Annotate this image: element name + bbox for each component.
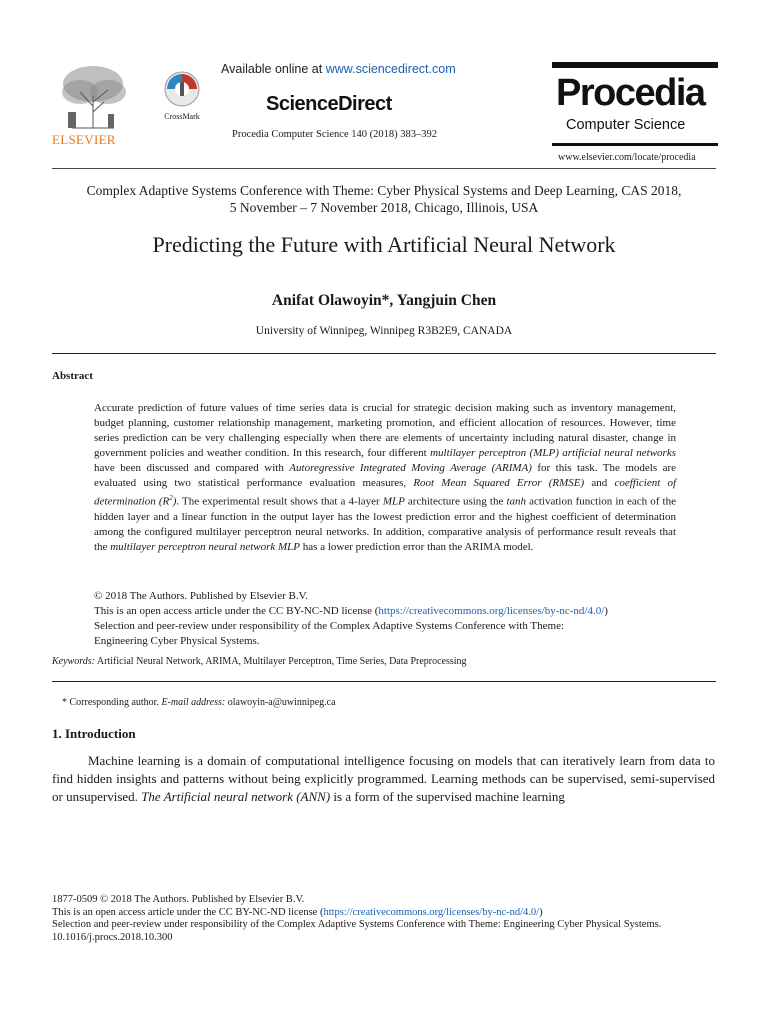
license-link[interactable]: https://creativecommons.org/licenses/by-nc-nd/4.0/ bbox=[378, 605, 605, 617]
available-online-line bbox=[221, 62, 491, 76]
copyright-block bbox=[94, 589, 694, 649]
sciencedirect-logo-text: ScienceDirect bbox=[266, 93, 392, 115]
corresponding-author-note: * Corresponding author. E-mail address: olawoyin-a@uwinnipeg.ca bbox=[62, 697, 336, 708]
copyright-line-4: Engineering Cyber Physical Systems. bbox=[94, 635, 260, 647]
abstract-heading: Abstract bbox=[52, 370, 93, 382]
procedia-title: Procedia bbox=[556, 72, 705, 114]
crossmark-label: CrossMark bbox=[164, 112, 200, 121]
keywords-text: Artificial Neural Network, ARIMA, Multilayer Perceptron, Time Series, Data Preprocessing bbox=[94, 656, 467, 667]
conference-line-1: Complex Adaptive Systems Conference with Theme: Cyber Physical Systems and Deep Learning, CAS 2018, bbox=[86, 183, 682, 198]
introduction-paragraph: Machine learning is a domain of computational intelligence focusing on models that can iteratively learn from data to find hidden insights and patterns without being explicitly programmed. Learning methods can be supervised, semi-supervised or unsupervised. The Artificial neural network (ANN) is a form of the supervised machine learning bbox=[52, 753, 715, 804]
footer-doi[interactable]: 10.1016/j.procs.2018.10.300 bbox=[52, 931, 173, 943]
sciencedirect-link[interactable]: www.sciencedirect.com bbox=[325, 62, 456, 76]
crossmark-badge[interactable] bbox=[160, 70, 204, 120]
copyright-line-1: © 2018 The Authors. Published by Elsevier B.V. bbox=[94, 590, 308, 602]
footer-license-line: This is an open access article under the CC BY-NC-ND license (https://creativecommons.org/licenses/by-nc-nd/4.0/) bbox=[52, 906, 543, 918]
crossmark-icon bbox=[160, 70, 204, 108]
article-title: Predicting the Future with Artificial Neural Network bbox=[152, 232, 616, 257]
footer-review-line: Selection and peer-review under responsibility of the Complex Adaptive Systems Conference with Theme: Engineering Cyber Physical Systems. bbox=[52, 919, 662, 930]
footer-license-link[interactable]: https://creativecommons.org/licenses/by-nc-nd/4.0/ bbox=[323, 906, 540, 918]
introduction-body bbox=[52, 752, 715, 806]
journal-citation: Procedia Computer Science 140 (2018) 383–392 bbox=[232, 129, 437, 140]
title-divider bbox=[52, 353, 716, 354]
author-email[interactable]: olawoyin-a@uwinnipeg.ca bbox=[225, 697, 336, 708]
keywords-label: Keywords: bbox=[52, 656, 95, 667]
footer-issn-line: 1877-0509 © 2018 The Authors. Published by Elsevier B.V. bbox=[52, 894, 305, 905]
page-footer bbox=[52, 894, 716, 944]
copyright-line-3: Selection and peer-review under responsibility of the Complex Adaptive Systems Conference with Theme: bbox=[94, 620, 565, 632]
procedia-subtitle: Computer Science bbox=[566, 117, 686, 133]
available-prefix: Available online at bbox=[221, 62, 326, 76]
copyright-line-2: This is an open access article under the CC BY-NC-ND license (https://creativecommons.org/licenses/by-nc-nd/4.0/) bbox=[94, 605, 608, 617]
keywords-line bbox=[52, 656, 716, 667]
article-authors: Anifat Olawoyin*, Yangjuin Chen bbox=[271, 292, 497, 309]
abstract-divider bbox=[52, 681, 716, 682]
author-affiliation: University of Winnipeg, Winnipeg R3B2E9, CANADA bbox=[255, 325, 513, 337]
conference-line-2: 5 November – 7 November 2018, Chicago, Illinois, USA bbox=[229, 200, 539, 215]
introduction-heading: 1. Introduction bbox=[52, 726, 136, 741]
header-divider bbox=[52, 168, 716, 169]
procedia-url[interactable]: www.elsevier.com/locate/procedia bbox=[558, 152, 696, 163]
abstract-body bbox=[94, 401, 676, 555]
abstract-paragraph: Accurate prediction of future values of time series data is crucial for strategic decision making such as inventory management, budget planning, customer relationship management, marketing promotion, and efficient allocation of resources. However, time series prediction can be very challenging especially when there are elements of uncertainty including natural disaster, change in government policies and weather condition. In this research, four different multilayer perceptron (MLP) artificial neural networks have been discussed and compared with Autoregressive Integrated Moving Average (ARIMA) for this task. The models are evaluated using two statistical performance evaluation measures, Root Mean Squared Error (RMSE) and coefficient of determination $(R^2)$. The experimental result shows that a 4-layer MLP architecture using the tanh activation function in each of the hidden layer and a linear function in the output layer has the lowest prediction error and the highest coefficient of determination among the configured multilayer perceptron neural networks. In addition, comparative analysis of performance result reveals that the multilayer perceptron neural network MLP has a lower prediction error than the ARIMA model. bbox=[94, 402, 676, 553]
elsevier-wordmark: ELSEVIER bbox=[52, 132, 116, 147]
conference-info bbox=[40, 182, 728, 216]
